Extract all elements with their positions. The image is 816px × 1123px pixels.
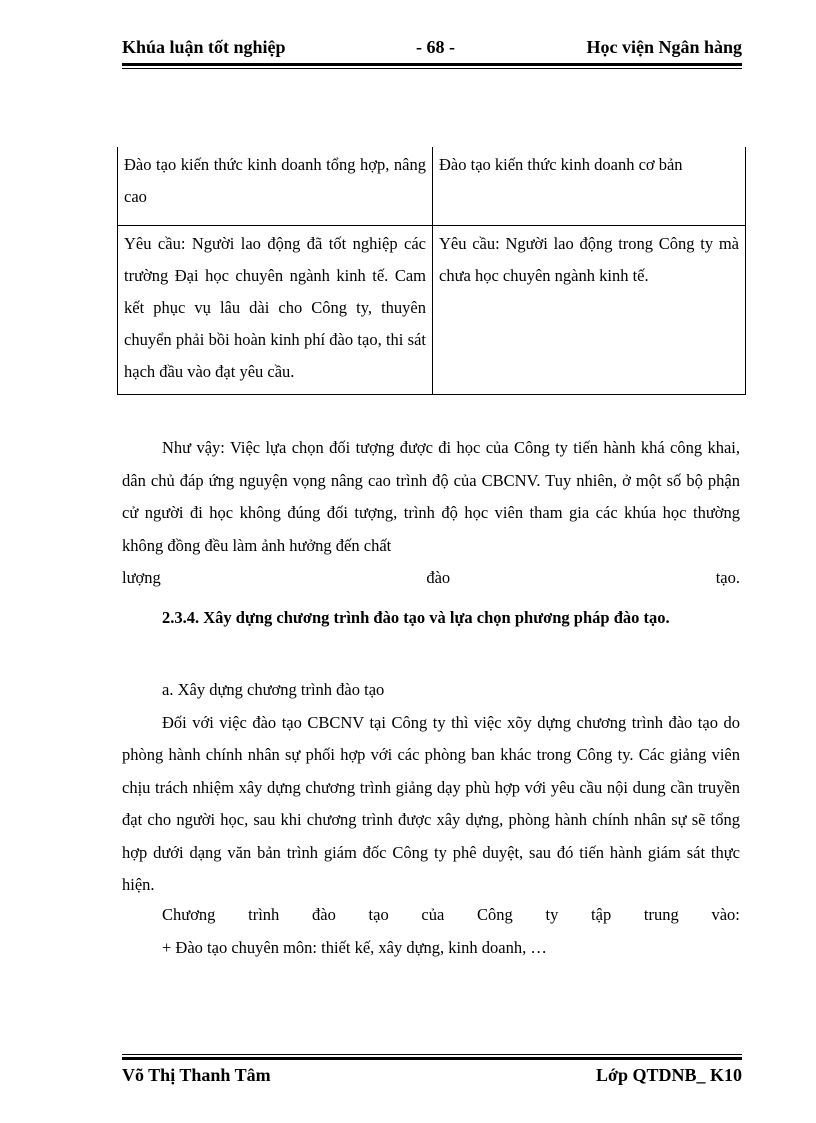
bullet-item: + Đào tạo chuyên môn: thiết kế, xây dựng, kinh doanh, … <box>162 937 547 957</box>
section-heading: 2.3.4. Xây dựng chương trình đào tạo và lựa chọn phương pháp đào tạo. <box>162 608 670 627</box>
word: tập <box>591 905 612 924</box>
footer-class: Lớp QTDNB_ K10 <box>596 1065 742 1085</box>
table-cell: Yêu cầu: Người lao động trong Công ty mà chưa học chuyên ngành kinh tế. <box>433 226 746 395</box>
word: trung <box>643 905 679 924</box>
word: đào <box>312 905 336 924</box>
paragraph: Đối với việc đào tạo CBCNV tại Công ty thì việc xõy dựng chương trình đào tạo do phòng hành chính nhân sự phối hợp với các phòng ban khác trong Công ty. Các giảng viên chịu trách nhiệm xây dựng chương trình giảng dạy phù hợp với yêu cầu nội dung cần truyền đạt cho người học, sau khi chương trình được xây dựng, phòng hành chính nhân sự sẽ tổng hợp dưới dạng văn bản trình giám đốc Công ty phê duyệt, sau đó tiến hành giám sát thực hiện. <box>122 712 740 894</box>
header-rule-thick <box>122 63 742 66</box>
footer-rule-thick <box>122 1057 742 1060</box>
body-text-block-2 <box>122 674 740 902</box>
table-cell: Đào tạo kiến thức kinh doanh cơ bản <box>433 147 746 226</box>
footer-rule-thin <box>122 1054 742 1055</box>
word: đào <box>426 568 451 587</box>
header-page-number: - 68 - <box>416 37 455 57</box>
table-cell: Yêu cầu: Người lao động đã tốt nghiệp các trường Đại học chuyên ngành kinh tế. Cam kết phục vụ lâu dài cho Công ty, thuyên chuyển phải bồi hoàn kinh phí đào tạo, thi sát hạch đầu vào đạt yêu cầu. <box>118 226 433 395</box>
word: tạo <box>368 905 389 924</box>
comparison-table <box>117 147 746 395</box>
word: vào: <box>711 905 740 924</box>
footer-author: Võ Thị Thanh Tâm <box>122 1065 271 1085</box>
word: của <box>421 905 445 924</box>
body-text-block-1 <box>122 432 740 595</box>
table-row <box>118 226 746 395</box>
word: tạo. <box>715 568 740 587</box>
header-institution: Học viện Ngân hàng <box>586 37 742 57</box>
word: Công <box>477 905 513 924</box>
word: trình <box>248 905 280 924</box>
word: ty <box>545 905 559 924</box>
paragraph: Như vậy: Việc lựa chọn đối tượng được đi học của Công ty tiến hành khá công khai, dân chủ đáp ứng nguyện vọng nâng cao trình độ của CBCNV. Tuy nhiên, ở một số bộ phận cử người đi học không đúng đối tượng, trình độ học viên tham gia các khúa học thường không đồng đều làm ảnh hưởng đến chất <box>122 438 740 555</box>
header-rule-thin <box>122 68 742 69</box>
justified-line <box>122 562 740 595</box>
page-footer <box>122 1065 742 1091</box>
table-row <box>118 147 746 226</box>
justified-line <box>122 899 740 932</box>
word: Chương <box>162 905 216 924</box>
word: lượng <box>122 568 161 587</box>
subheading: a. Xây dựng chương trình đào tạo <box>162 680 385 699</box>
table-cell: Đào tạo kiến thức kinh doanh tổng hợp, nâng cao <box>118 147 433 226</box>
header-thesis-title: Khúa luận tốt nghiệp <box>122 37 286 57</box>
section-heading-block <box>122 601 740 634</box>
body-text-block-3 <box>122 899 740 964</box>
page-header <box>122 37 742 63</box>
